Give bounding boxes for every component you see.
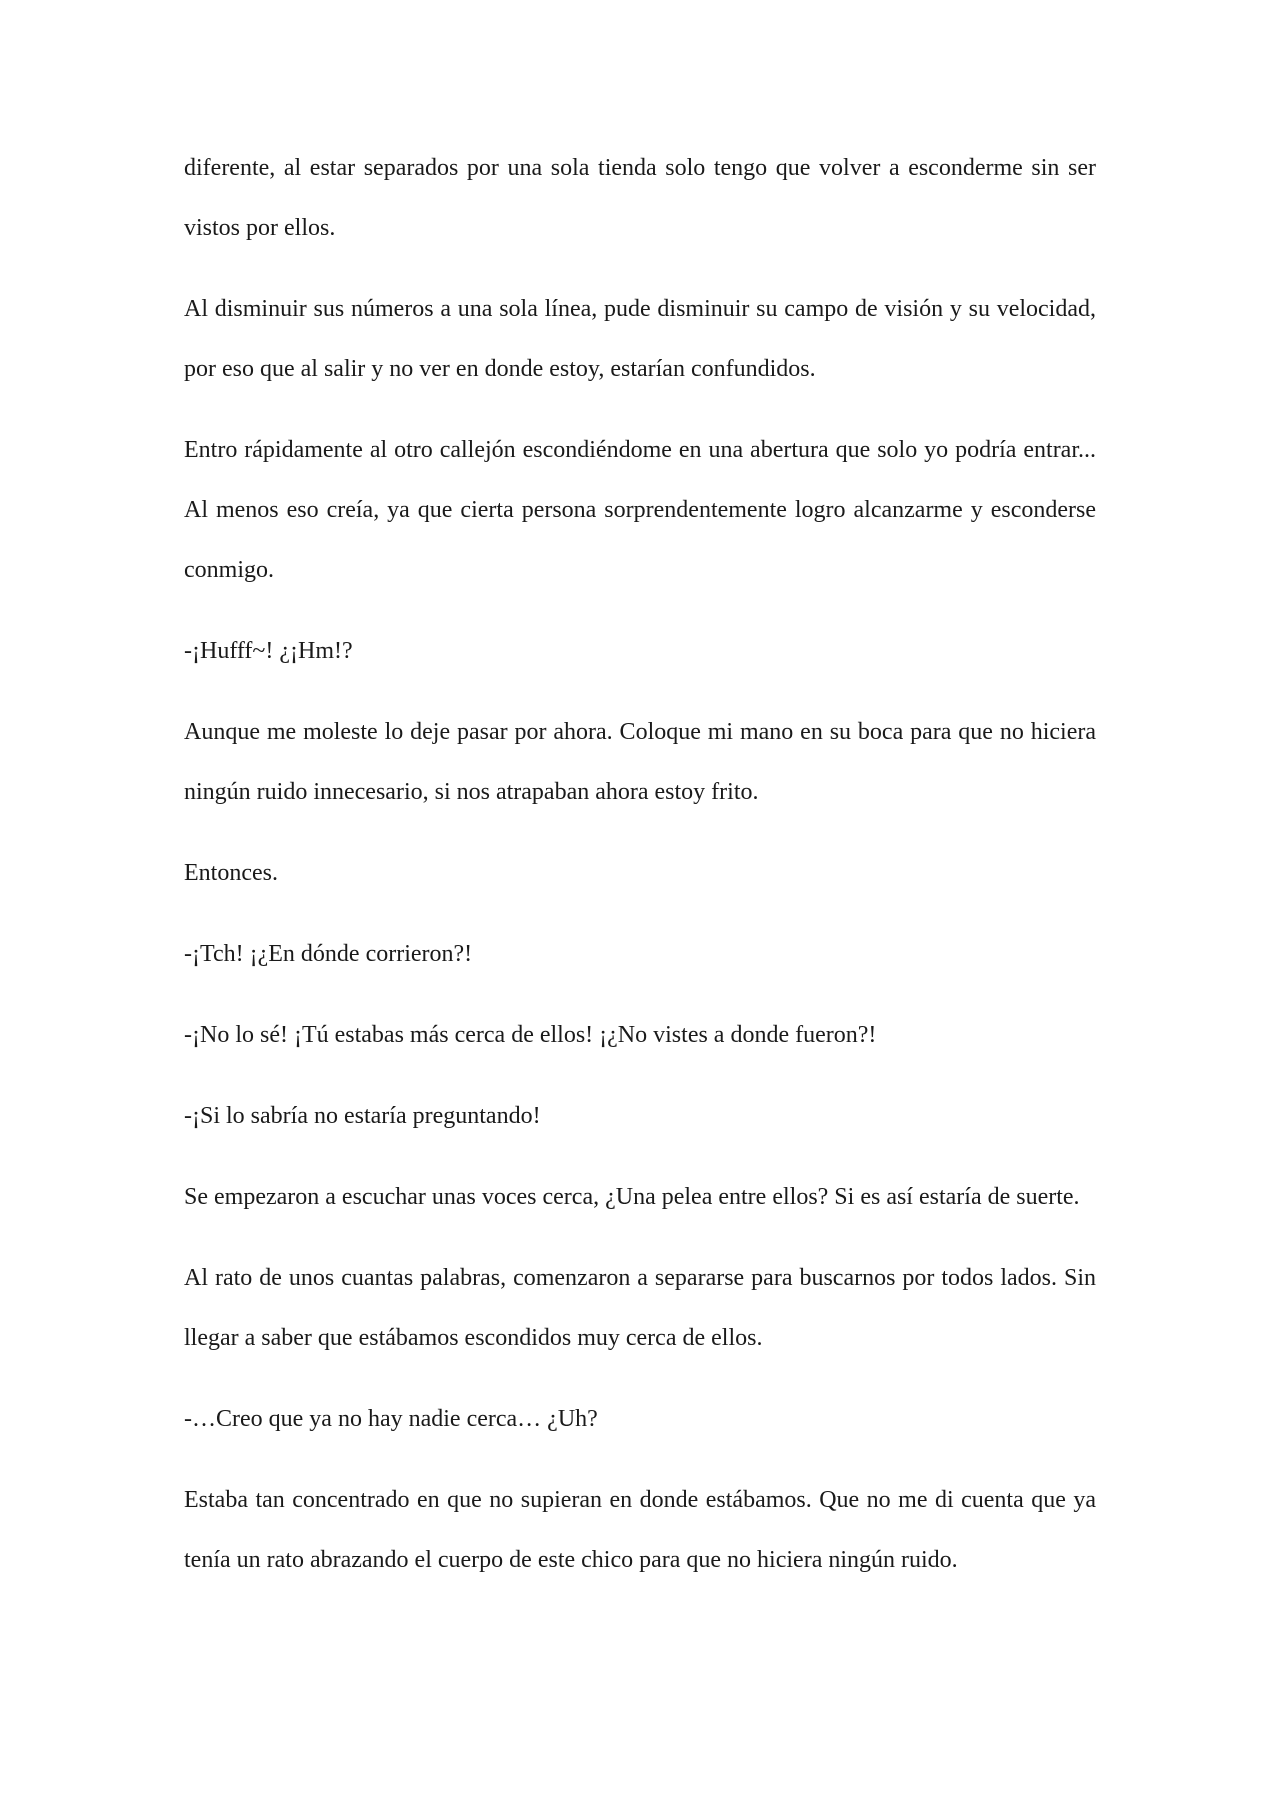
paragraph: Aunque me moleste lo deje pasar por ahora. Coloque mi mano en su boca para que no hiciera ningún ruido innecesario, si nos atrapaban ahora estoy frito.: [184, 719, 1096, 805]
dialogue-line: -…Creo que ya no hay nadie cerca… ¿Uh?: [184, 1406, 598, 1432]
dialogue-line: -¡No lo sé! ¡Tú estabas más cerca de ellos! ¡¿No vistes a donde fueron?!: [184, 1022, 877, 1048]
paragraph: Se empezaron a escuchar unas voces cerca, ¿Una pelea entre ellos? Si es así estaría de suerte.: [184, 1184, 1080, 1210]
document-body: [184, 138, 1096, 1611]
paragraph: Estaba tan concentrado en que no supieran en donde estábamos. Que no me di cuenta que ya tenía un rato abrazando el cuerpo de este chico para que no hiciera ningún ruido.: [184, 1487, 1096, 1573]
dialogue-line: -¡Tch! ¡¿En dónde corrieron?!: [184, 941, 473, 967]
paragraph: diferente, al estar separados por una sola tienda solo tengo que volver a esconderme sin ser vistos por ellos.: [184, 155, 1096, 241]
paragraph: Al disminuir sus números a una sola línea, pude disminuir su campo de visión y su velocidad, por eso que al salir y no ver en donde estoy, estarían confundidos.: [184, 296, 1096, 382]
dialogue-line: -¡Hufff~! ¿¡Hm!?: [184, 638, 353, 664]
paragraph: Entonces.: [184, 860, 278, 886]
dialogue-line: -¡Si lo sabría no estaría preguntando!: [184, 1103, 541, 1129]
paragraph: Al rato de unos cuantas palabras, comenzaron a separarse para buscarnos por todos lados. Sin llegar a saber que estábamos escondidos muy cerca de ellos.: [184, 1265, 1096, 1351]
paragraph: Entro rápidamente al otro callejón escondiéndome en una abertura que solo yo podría entrar... Al menos eso creía, ya que cierta persona sorprendentemente logro alcanzarme y esconderse conmigo.: [184, 437, 1096, 583]
